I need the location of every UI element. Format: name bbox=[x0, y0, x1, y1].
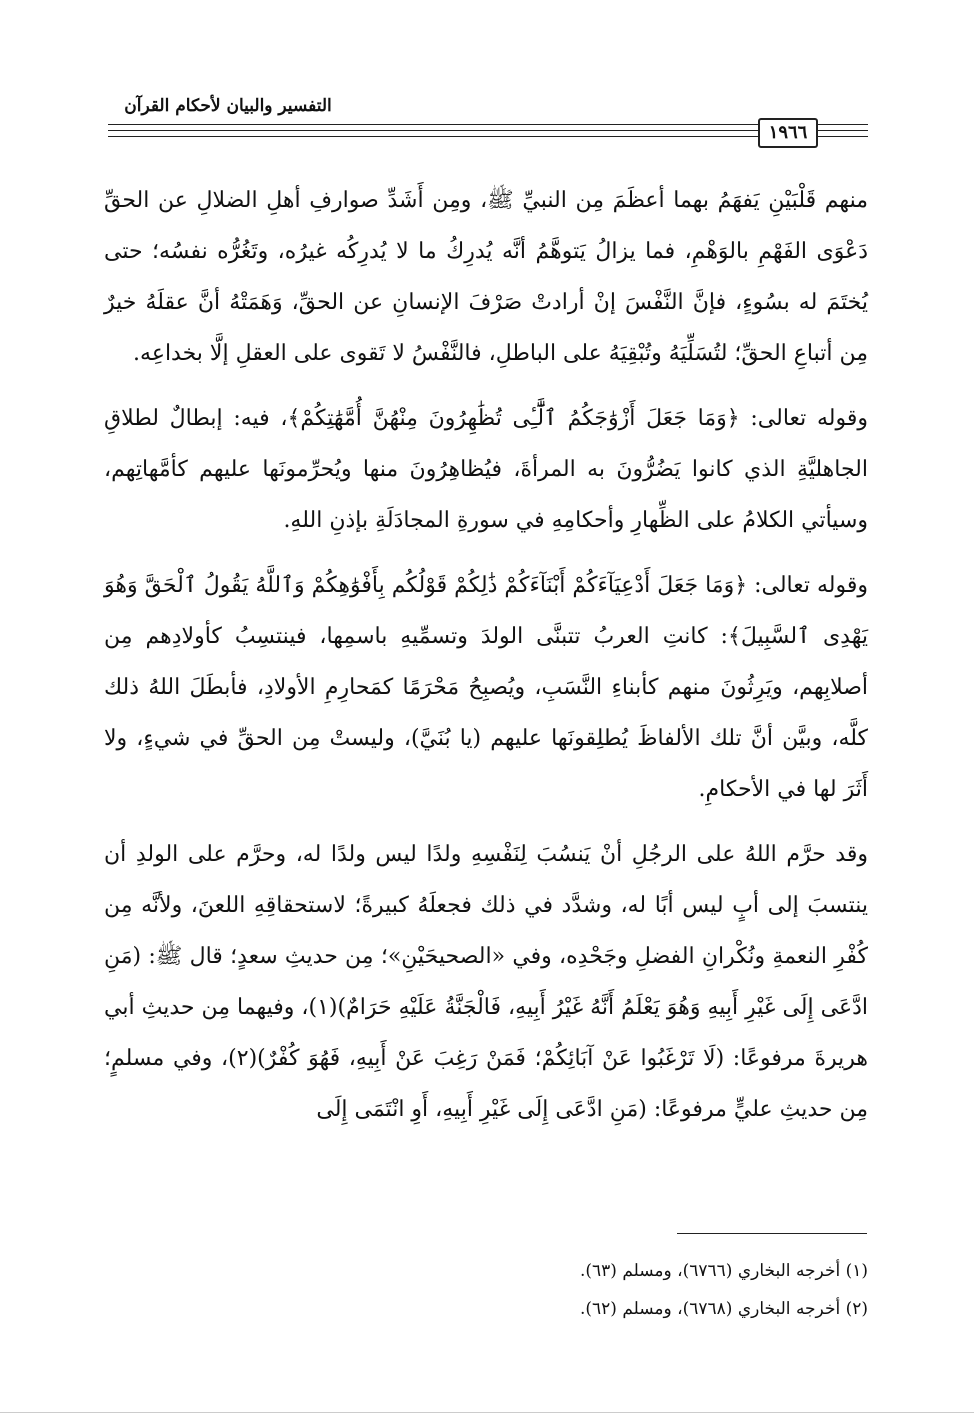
header-rule bbox=[818, 124, 868, 125]
header-rule bbox=[818, 130, 868, 131]
header-rule bbox=[108, 124, 758, 125]
paragraph: وقوله تعالى: ﴿وَمَا جَعَلَ أَزْوَٰجَكُمُ ٱلَّٰٓـِٔى تُظَٰهِرُونَ مِنْهُنَّ أُمَّهَٰتِكُمْ﴾، فيه: إبطالٌ لطلاقِ الجاهليَّةِ الذي كانوا يَضُرُّونَ به المرأةَ، فيُظاهِرُونَ منها ويُحرِّمونَها عليهم كأمَّهاتِهم، وسيأتي الكلامُ على الظِّهارِ وأحكامِهِ في سورةِ المجادَلَةِ بإذنِ اللهِ. bbox=[104, 406, 868, 533]
header-rule bbox=[818, 136, 868, 137]
page-edge bbox=[0, 1412, 974, 1413]
running-header-title: التفسير والبيان لأحكام القرآن bbox=[124, 96, 332, 116]
page-number: ١٩٦٦ bbox=[758, 118, 818, 148]
paragraph: منهم قَلْبَيْنِ يَفهَمُ بهما أعظَمَ مِن النبيِّ ﷺ، ومِن أَشَدِّ صوارفِ أهلِ الضلالِ عن الحقِّ دَعْوَى الفَهْمِ بالوَهْمِ، فما يزالُ يَتوهَّمُ أنَّه يُدرِكُ ما لا يُدرِكُه غيرُه، وتَغُرُّه نفسُه؛ حتى يُختَمَ له بسُوءٍ، فإنَّ النَّفْسَ إنْ أرادتْ صَرْفَ الإنسانِ عن الحقِّ، وَهَمَتْهُ أنَّ عقلَهُ خيرٌ مِن أتباعِ الحقِّ؛ لتُسَلِّيَهُ وتُبْقِيَهُ على الباطلِ، فالنَّفْسُ لا تَقوى على العقلِ إلَّا بخداعِه. bbox=[104, 188, 868, 366]
main-text bbox=[104, 175, 868, 1135]
footnote: (٢) أخرجه البخاري (٦٧٦٨)، ومسلم (٦٢). bbox=[579, 1299, 868, 1319]
header-rule bbox=[108, 136, 758, 137]
footnote: (١) أخرجه البخاري (٦٧٦٦)، ومسلم (٦٣). bbox=[579, 1261, 868, 1281]
paragraph: وقوله تعالى: ﴿وَمَا جَعَلَ أَدْعِيَآءَكُمْ أَبْنَآءَكُمْ ذَٰلِكُمْ قَوْلُكُم بِأَفْوَٰهِكُمْ وَٱللَّهُ يَقُولُ ٱلْحَقَّ وَهُوَ يَهْدِى ٱلسَّبِيلَ﴾: كانتِ العربُ تتبنَّى الولدَ وتسمِّيهِ باسمِها، فينتسِبُ كأولادِهم مِن أصلابِهم، ويَرِثُونَ منهم كأبناءِ النَّسَبِ، ويُصبِحُ مَحْرَمًا كمَحارِمِ الأولادِ، فأبطَلَ اللهُ ذلك كلَّه، وبيَّن أنَّ تلك الألفاظَ يُطلِقونَها عليهم (يا بُنَيَّ)، وليستْ مِن الحقِّ في شيءٍ، ولا أَثَرَ لها في الأحكامِ. bbox=[104, 573, 868, 802]
paragraph: وقد حرَّم اللهُ على الرجُلِ أنْ يَنسُبَ لِنَفْسِهِ ولدًا ليس ولدًا له، وحرَّم على الولدِ أن ينتسبَ إلى أبٍ ليس أبًا له، وشدَّد في ذلك فجعلَهُ كبيرةً؛ لاستحقاقِهِ اللعنَ، ولأنَّه مِن كُفْرِ النعمةِ ونُكْرانِ الفضلِ وجَحْدِه، وفي «الصحيحَيْنِ»؛ مِن حديثِ سعدٍ؛ قال ﷺ: (مَنِ ادَّعَى إِلَى غَيْرِ أَبِيهِ وَهُوَ يَعْلَمُ أَنَّهُ غَيْرُ أَبِيهِ، فَالْجَنَّةُ عَلَيْهِ حَرَامٌ)(١)، وفيهما مِن حديثِ أبي هريرةَ مرفوعًا: (لَا تَرْغَبُوا عَنْ آبَائِكُمْ؛ فَمَنْ رَغِبَ عَنْ أَبِيهِ، فَهُوَ كُفْرٌ)(٢)، وفي مسلمٍ؛ مِن حديثِ عليٍّ مرفوعًا: (مَنِ ادَّعَى إِلَى غَيْرِ أَبِيهِ، أَوِ انْتَمَى إِلَى bbox=[104, 842, 868, 1122]
header-rule bbox=[108, 130, 758, 131]
footnote-separator bbox=[677, 1233, 867, 1234]
footnotes bbox=[104, 1252, 868, 1328]
